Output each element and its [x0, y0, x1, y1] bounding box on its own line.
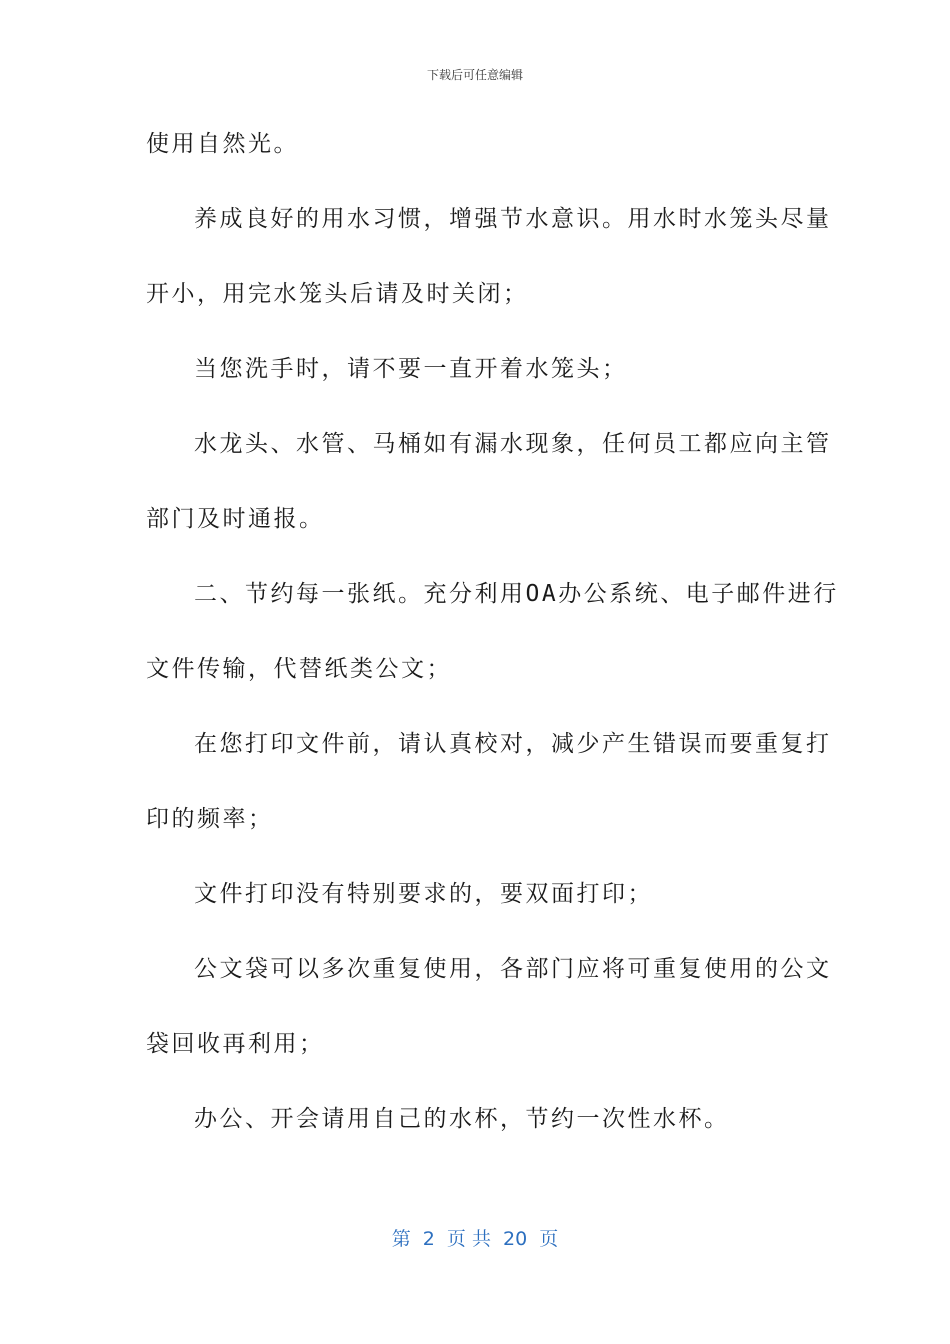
text-line: 印的频率； — [146, 806, 274, 832]
page-header: 下载后可任意编辑 — [426, 68, 523, 82]
paragraph-line: 办公、开会请用自己的水杯，节约一次性水杯。 — [194, 1106, 730, 1132]
paragraph-line: 养成良好的用水习惯，增强节水意识。用水时水笼头尽量 — [194, 206, 832, 232]
text-line: 部门及时通报。 — [146, 506, 325, 532]
text-line: 开小，用完水笼头后请及时关闭； — [146, 281, 529, 307]
paragraph-line: 二、节约每一张纸。充分利用OA办公系统、电子邮件进行 — [194, 581, 839, 607]
page-number-footer: 第 2 页 共 20 页 — [391, 1228, 559, 1250]
paragraph-line: 公文袋可以多次重复使用，各部门应将可重复使用的公文 — [194, 956, 832, 982]
paragraph-line: 在您打印文件前，请认真校对，减少产生错误而要重复打 — [194, 731, 832, 757]
paragraph-line: 当您洗手时，请不要一直开着水笼头； — [194, 356, 628, 382]
paragraph-line: 文件打印没有特别要求的，要双面打印； — [194, 881, 653, 907]
paragraph-line: 水龙头、水管、马桶如有漏水现象，任何员工都应向主管 — [194, 431, 832, 457]
text-line: 袋回收再利用； — [146, 1031, 325, 1057]
text-line: 文件传输，代替纸类公文； — [146, 656, 452, 682]
text-line: 使用自然光。 — [146, 131, 299, 157]
